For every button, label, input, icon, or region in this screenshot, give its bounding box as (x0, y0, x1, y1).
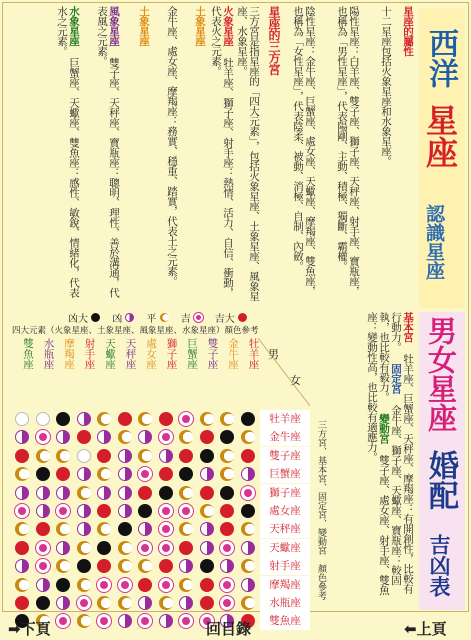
match-cell (77, 467, 91, 481)
match-cell (159, 449, 173, 463)
column-sign: 獅子座 (165, 338, 178, 370)
match-cell (200, 412, 214, 426)
match-cell (220, 596, 234, 610)
match-cell (97, 449, 111, 463)
match-cell (56, 412, 70, 426)
match-cell (56, 504, 70, 518)
match-cell (179, 449, 193, 463)
match-cell (77, 486, 91, 500)
match-cell (97, 578, 111, 592)
fire-label: 火象星座 (222, 6, 234, 46)
match-cell (15, 412, 29, 426)
match-cell (200, 578, 214, 592)
match-cell (118, 412, 132, 426)
column-sign: 處女座 (145, 338, 157, 370)
match-cell (97, 412, 111, 426)
earth-label-inline: 土象星座 (194, 6, 206, 46)
title-fortune: 吉凶表 (427, 534, 451, 597)
earth-block (152, 6, 178, 304)
match-cell (159, 430, 173, 444)
match-cell (159, 541, 173, 555)
title-zodiac: 星座 (421, 104, 459, 168)
column-sign: 水瓶座 (42, 338, 55, 370)
match-cell (118, 541, 132, 555)
fire-text: 牡羊座、獅子座、射手座：熱情、活力、自信、衝動，代表火之元素。 (210, 6, 234, 298)
match-cell (118, 596, 132, 610)
match-cell (200, 559, 214, 573)
match-cell (56, 596, 70, 610)
next-page-button[interactable]: ⬅上頁 (404, 620, 447, 638)
match-cell (159, 412, 173, 426)
match-cell (77, 504, 91, 518)
match-cell (241, 596, 255, 610)
attr-text-3: 陰性星座：金牛座、巨蟹座、處女座、天蠍座、摩羯座、雙魚座，也稱為「女性星座」，代表陰柔、被動、消極、自制、內斂。 (292, 6, 316, 296)
fire-extra (180, 6, 206, 304)
match-cell (220, 412, 234, 426)
match-cell (15, 449, 29, 463)
match-cell (77, 596, 91, 610)
match-cell (36, 486, 50, 500)
column-sign: 摩羯座 (63, 338, 75, 370)
match-cell (200, 486, 214, 500)
match-cell (15, 596, 29, 610)
match-cell (118, 578, 132, 592)
match-cell (179, 504, 193, 518)
match-cell (56, 486, 70, 500)
match-cell (36, 412, 50, 426)
basic-heading: 基本宮 (402, 312, 414, 342)
match-cell (36, 430, 50, 444)
matrix-side-note: 三方宮、基本宮、固定宮、變動宮 顏色參考 (316, 420, 326, 600)
match-cell (220, 449, 234, 463)
match-cell (36, 578, 50, 592)
match-cell (200, 596, 214, 610)
water-block (14, 6, 80, 304)
match-cell (56, 578, 70, 592)
match-cell (77, 449, 91, 463)
match-cell (36, 449, 50, 463)
palace-block (352, 312, 414, 602)
match-cell (220, 486, 234, 500)
match-cell (159, 596, 173, 610)
legend-great: 吉大 (215, 310, 247, 324)
match-cell (77, 578, 91, 592)
match-cell (138, 412, 152, 426)
title-recognize: 認識星座 (423, 204, 445, 280)
attr-text-2: 陽性星座：白羊座、雙子座、獅子座、天秤座、射手座、寶瓶座，也稱為「男性星座」，代表陽剛、主動、積極、獨斷、霸權。 (336, 6, 360, 296)
match-cell (220, 541, 234, 555)
match-cell (118, 486, 132, 500)
attr-heading-col (394, 6, 414, 304)
crescent-icon (160, 313, 169, 322)
row-sign: 天蠍座 (260, 539, 310, 557)
column-sign: 雙子座 (206, 338, 219, 370)
match-cell (179, 578, 193, 592)
triplicity-heading-col (262, 6, 280, 304)
match-cell (138, 504, 152, 518)
red-dot-icon (238, 313, 247, 322)
match-cell (220, 504, 234, 518)
matrix-corner (258, 338, 310, 406)
ring-dot-icon (194, 313, 203, 322)
match-cell (241, 541, 255, 555)
attr-text-1: 十二星座包括火象星座和水象星座。 (380, 6, 392, 166)
row-sign: 射手座 (260, 557, 310, 575)
black-dot-icon (91, 313, 100, 322)
prev-page-button[interactable]: ➡下頁 (8, 620, 51, 638)
match-cell (118, 430, 132, 444)
match-cell (138, 486, 152, 500)
match-cell (15, 504, 29, 518)
match-cell (241, 449, 255, 463)
female-label: 女 (290, 374, 301, 387)
half-dot-icon (125, 313, 134, 322)
match-cell (159, 486, 173, 500)
title-bottom (419, 312, 465, 610)
fixed-text: 金牛座、獅子座、天蠍座、寶瓶座：較固執，也比較有毅力。 (378, 312, 402, 585)
match-cell (241, 467, 255, 481)
match-cell (241, 504, 255, 518)
triplicity-intro: 三方宮是指星座的「四大元素」，包括火象星座、土象星座、風象星座、水象星座。 (236, 6, 260, 301)
title-western: 西洋 (423, 28, 458, 88)
column-sign: 射手座 (83, 338, 96, 370)
row-sign: 牡羊座 (260, 410, 310, 428)
match-cell (77, 522, 91, 536)
triplicity-heading: 星座的三方宮 (267, 6, 281, 75)
legend-bad: 凶 (112, 310, 134, 324)
match-cell (15, 541, 29, 555)
legend-neutral: 平 (146, 310, 168, 324)
row-sign: 天秤座 (260, 520, 310, 538)
legend-good: 吉 (181, 310, 203, 324)
match-cell (138, 578, 152, 592)
match-cell (200, 430, 214, 444)
match-cell (200, 522, 214, 536)
column-sign: 雙魚座 (22, 338, 34, 370)
match-cell (159, 559, 173, 573)
row-sign: 巨蟹座 (260, 465, 310, 483)
match-cell (179, 541, 193, 555)
row-sign: 水瓶座 (260, 594, 310, 612)
match-cell (15, 578, 29, 592)
match-cell (200, 449, 214, 463)
match-cell (138, 541, 152, 555)
row-sign: 雙子座 (260, 447, 310, 465)
match-cell (220, 578, 234, 592)
match-cell (56, 449, 70, 463)
title-match: 婚配 (423, 450, 458, 510)
column-sign: 巨蟹座 (186, 338, 198, 370)
column-sign: 天蠍座 (104, 338, 116, 370)
air-block (82, 6, 120, 304)
match-cell (118, 467, 132, 481)
match-cell (118, 522, 132, 536)
match-cell (159, 578, 173, 592)
home-button[interactable]: 回目錄 (206, 620, 252, 638)
match-cell (138, 596, 152, 610)
row-sign: 摩羯座 (260, 576, 310, 594)
row-sign: 金牛座 (260, 428, 310, 446)
match-cell (118, 504, 132, 518)
row-sign: 獅子座 (260, 484, 310, 502)
legend-bad-major: 凶大 (68, 310, 100, 324)
match-cell (56, 541, 70, 555)
air-label: 風象星座 (108, 6, 120, 46)
match-cell (159, 522, 173, 536)
elements-note: 四大元素（火象星座、土象星座、風象星座、水象星座）顏色參考 (12, 326, 259, 336)
match-cell (36, 467, 50, 481)
water-label: 水象星座 (68, 6, 80, 46)
male-label: 男 (268, 348, 279, 361)
match-cell (36, 541, 50, 555)
match-cell (241, 412, 255, 426)
match-cell (97, 504, 111, 518)
match-cell (36, 596, 50, 610)
title-male-female: 男女星座 (424, 316, 458, 432)
earth-heading-block (122, 6, 150, 304)
match-cell (241, 559, 255, 573)
fire-block (208, 6, 234, 304)
title-top (419, 8, 465, 308)
earth-label: 土象星座 (138, 6, 150, 46)
match-cell (200, 504, 214, 518)
match-cell (200, 541, 214, 555)
column-sign: 牡羊座 (247, 338, 260, 370)
column-sign: 天秤座 (124, 338, 137, 370)
water-text: 巨蟹座、天蠍座、雙魚座：感性、敏銳、情緒化，代表水之元素。 (56, 6, 80, 298)
column-sign: 金牛座 (227, 338, 239, 370)
attr-heading: 星座的屬性 (402, 6, 414, 56)
match-cell (179, 412, 193, 426)
footer-nav (0, 614, 471, 640)
match-cell (159, 467, 173, 481)
row-sign: 處女座 (260, 502, 310, 520)
earth-text: 金牛座、處女座、摩羯座：務實、穩重、踏實，代表土之元素。 (166, 6, 178, 286)
match-cell (97, 596, 111, 610)
mutable-text: 雙子座、處女座、射手座、雙魚座：變動性高，也比較有適應力。 (366, 312, 390, 595)
match-cell (179, 596, 193, 610)
match-cell (118, 449, 132, 463)
match-cell (36, 504, 50, 518)
match-cell (15, 486, 29, 500)
match-cell (36, 522, 50, 536)
mutable-heading: 變動宮 (378, 413, 390, 444)
match-cell (241, 578, 255, 592)
match-cell (36, 559, 50, 573)
match-cell (97, 486, 111, 500)
match-cell (77, 559, 91, 573)
basic-text: 牡羊座、巨蟹座、天秤座、摩羯座：有開創性，比較有行動力。 (390, 312, 414, 594)
match-cell (241, 486, 255, 500)
fixed-heading: 固定宮 (390, 363, 402, 394)
match-cell (200, 467, 214, 481)
match-cell (241, 522, 255, 536)
match-cell (159, 504, 173, 518)
air-text: 雙子座、天秤座、寶瓶座：聰明、理性、善於溝通，代表風之元素。 (96, 6, 120, 298)
match-cell (77, 412, 91, 426)
match-cell (241, 430, 255, 444)
match-cell (138, 449, 152, 463)
match-cell (77, 430, 91, 444)
match-cell (118, 559, 132, 573)
match-cell (97, 541, 111, 555)
corner-divider (258, 338, 310, 406)
fortune-legend (68, 310, 318, 324)
match-cell (77, 541, 91, 555)
match-cell (179, 486, 193, 500)
row-sign: 雙魚座 (260, 612, 310, 630)
